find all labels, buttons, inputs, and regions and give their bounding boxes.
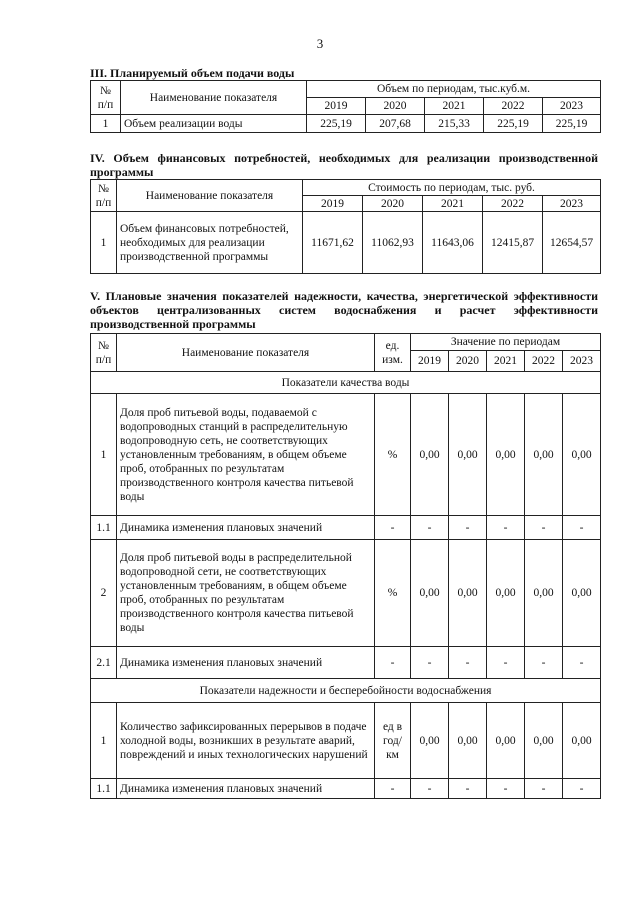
indicators-table [90, 333, 601, 799]
row-unit: % [375, 394, 411, 516]
group-heading-quality: Показатели качества воды [91, 372, 601, 394]
header-periods: Значение по периодам [411, 334, 601, 351]
row-value: 215,33 [425, 115, 484, 133]
header-year: 2022 [483, 196, 543, 212]
row-value: 225,19 [543, 115, 601, 133]
row-value: 0,00 [411, 540, 449, 647]
row-name: Объем финансовых потребностей, необходимых для реализации производственной программы [117, 212, 303, 274]
row-value: - [449, 647, 487, 679]
row-value: 12415,87 [483, 212, 543, 274]
row-value: - [449, 516, 487, 540]
table-row [91, 394, 601, 516]
row-name: Динамика изменения плановых значений [117, 779, 375, 799]
row-value: 225,19 [307, 115, 366, 133]
header-year: 2020 [449, 351, 487, 372]
row-value: - [563, 647, 601, 679]
row-value: 0,00 [449, 394, 487, 516]
row-name: Доля проб питьевой воды в распределительной водопроводной сети, не соответствующих установленным требованиям, в общем объеме проб, отобранных по результатам производственного контроля качества питьевой воды [117, 540, 375, 647]
row-value: 0,00 [563, 540, 601, 647]
row-unit: ед в год/ км [375, 703, 411, 779]
header-periods: Стоимость по периодам, тыс. руб. [303, 180, 601, 196]
group-heading-reliability: Показатели надежности и бесперебойности водоснабжения [91, 679, 601, 703]
row-value: 0,00 [487, 540, 525, 647]
row-name: Доля проб питьевой воды, подаваемой с водопроводных станций в распределительную водопроводную сеть, не соответствующих установленным требованиям, в общем объеме проб, отобранных по результатам производственного контроля качества питьевой воды [117, 394, 375, 516]
row-value: 0,00 [487, 394, 525, 516]
header-unit: ед. изм. [375, 334, 411, 372]
row-value: - [525, 647, 563, 679]
row-value: 0,00 [563, 703, 601, 779]
table-row [91, 115, 601, 133]
row-name: Динамика изменения плановых значений [117, 647, 375, 679]
page-number: 3 [316, 36, 324, 51]
header-year: 2019 [303, 196, 363, 212]
row-value: 0,00 [449, 703, 487, 779]
row-value: - [487, 779, 525, 799]
row-value: 11062,93 [363, 212, 423, 274]
row-value: 207,68 [366, 115, 425, 133]
header-year: 2022 [525, 351, 563, 372]
row-value: 0,00 [411, 703, 449, 779]
header-periods: Объем по периодам, тыс.куб.м. [307, 81, 601, 98]
row-value: - [411, 779, 449, 799]
row-num: 1 [91, 212, 117, 274]
row-value: - [563, 516, 601, 540]
header-year: 2023 [543, 196, 601, 212]
header-year: 2021 [423, 196, 483, 212]
row-value: - [411, 516, 449, 540]
table-row [91, 779, 601, 799]
row-unit: - [375, 779, 411, 799]
row-value: 0,00 [449, 540, 487, 647]
row-value: - [487, 647, 525, 679]
water-supply-table [90, 80, 601, 133]
row-value: - [411, 647, 449, 679]
row-unit: - [375, 647, 411, 679]
table-row [91, 703, 601, 779]
row-num: 2.1 [91, 647, 117, 679]
header-num: № п/п [91, 81, 121, 115]
row-value: 0,00 [525, 394, 563, 516]
row-unit: % [375, 540, 411, 647]
row-value: 12654,57 [543, 212, 601, 274]
header-year: 2023 [543, 98, 601, 115]
row-value: 0,00 [411, 394, 449, 516]
row-num: 1.1 [91, 779, 117, 799]
row-num: 1 [91, 703, 117, 779]
header-year: 2019 [411, 351, 449, 372]
table-row [91, 212, 601, 274]
row-value: - [563, 779, 601, 799]
financial-needs-table [90, 179, 601, 274]
header-year: 2019 [307, 98, 366, 115]
row-value: - [525, 516, 563, 540]
row-value: 11671,62 [303, 212, 363, 274]
row-value: - [525, 779, 563, 799]
header-year: 2020 [366, 98, 425, 115]
header-name: Наименование показателя [117, 334, 375, 372]
row-name: Объем реализации воды [121, 115, 307, 133]
header-year: 2020 [363, 196, 423, 212]
header-year: 2023 [563, 351, 601, 372]
row-value: 11643,06 [423, 212, 483, 274]
row-name: Количество зафиксированных перерывов в подаче холодной воды, возникших в результате аварий, повреждений и иных технологических нарушений [117, 703, 375, 779]
row-value: 0,00 [487, 703, 525, 779]
header-num: № п/п [91, 180, 117, 212]
row-value: - [487, 516, 525, 540]
section-4-title: IV. Объем финансовых потребностей, необходимых для реализации производственной программы [90, 151, 598, 179]
row-num: 1 [91, 115, 121, 133]
table-row [91, 647, 601, 679]
row-value: 0,00 [525, 540, 563, 647]
table-row [91, 540, 601, 647]
row-unit: - [375, 516, 411, 540]
row-num: 1 [91, 394, 117, 516]
row-value: - [449, 779, 487, 799]
header-name: Наименование показателя [121, 81, 307, 115]
row-num: 2 [91, 540, 117, 647]
row-value: 0,00 [563, 394, 601, 516]
header-year: 2021 [425, 98, 484, 115]
table-row [91, 516, 601, 540]
row-num: 1.1 [91, 516, 117, 540]
header-year: 2021 [487, 351, 525, 372]
header-name: Наименование показателя [117, 180, 303, 212]
row-value: 0,00 [525, 703, 563, 779]
row-value: 225,19 [484, 115, 543, 133]
header-num: № п/п [91, 334, 117, 372]
header-year: 2022 [484, 98, 543, 115]
row-name: Динамика изменения плановых значений [117, 516, 375, 540]
section-5-title: V. Плановые значения показателей надежности, качества, энергетической эффективности объектов централизованных систем водоснабжения и расчет эффективности производственной программы [90, 289, 598, 331]
section-3-title: III. Планируемый объем подачи воды [90, 66, 295, 80]
